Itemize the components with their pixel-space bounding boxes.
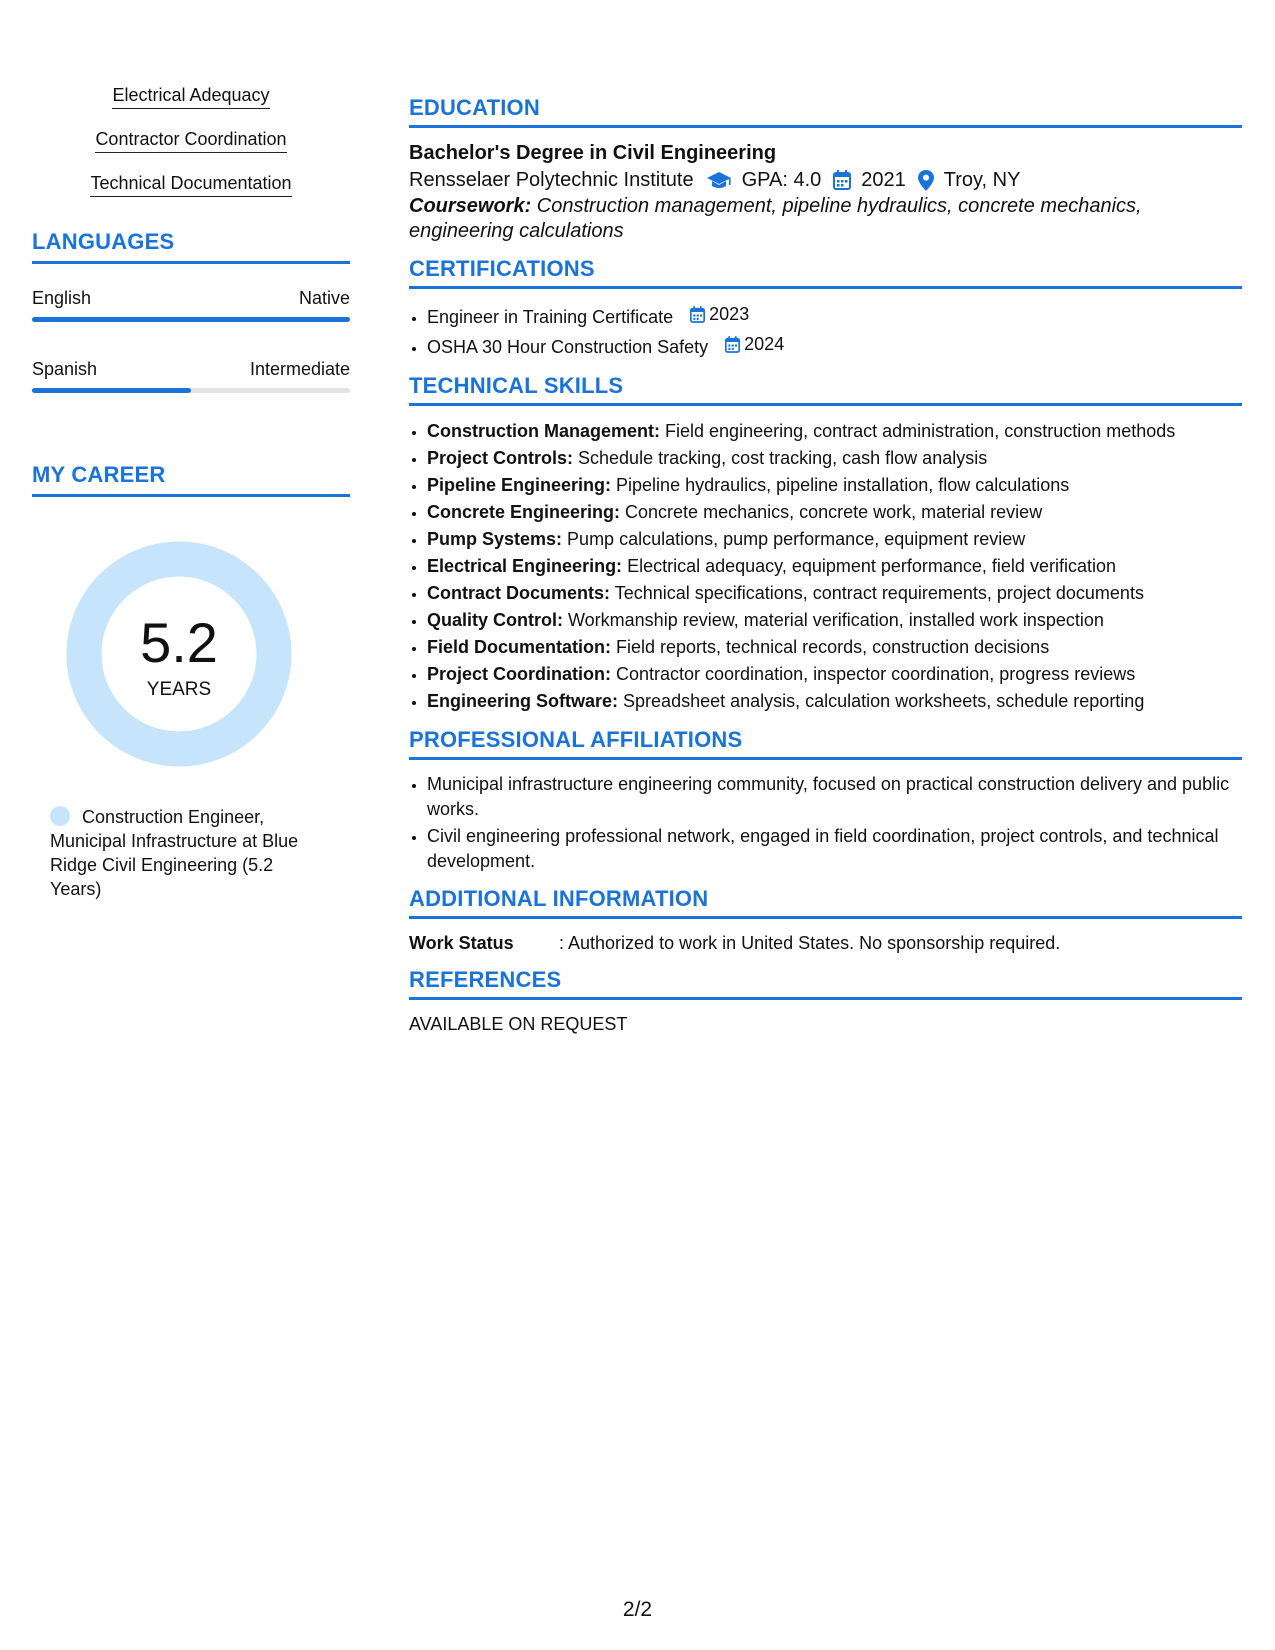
list-item: [427, 607, 1242, 634]
language-proficiency-fill: [32, 388, 191, 393]
education-section: [409, 95, 1242, 244]
skill-label: Contract Documents:: [427, 583, 611, 603]
list-item: [427, 634, 1242, 661]
skill-text: Schedule tracking, cost tracking, cash flow analysis: [573, 448, 988, 468]
affiliations-heading: PROFESSIONAL AFFILIATIONS: [409, 727, 1242, 760]
skill-text: Field reports, technical records, construction decisions: [611, 637, 1050, 657]
career-legend-text: Construction Engineer, Municipal Infrastructure at Blue Ridge Civil Engineering (5.2 Years): [50, 807, 299, 899]
education-meta: [409, 166, 1242, 194]
list-item: [427, 688, 1242, 715]
degree-title: Bachelor's Degree in Civil Engineering: [409, 142, 777, 164]
skill-text: Concrete mechanics, concrete work, material review: [620, 502, 1043, 522]
references-text: AVAILABLE ON REQUEST: [409, 1014, 628, 1034]
language-row: [32, 287, 350, 309]
work-status-value: : Authorized to work in United States. No sponsorship required.: [559, 933, 1061, 953]
work-status-label: Work Status: [409, 933, 514, 953]
certifications-list: [409, 301, 1242, 361]
calendar-icon: [690, 306, 705, 323]
strength-item: Contractor Coordination: [95, 128, 286, 153]
career-heading: MY CAREER: [32, 462, 350, 497]
skill-text: Electrical adequacy, equipment performance, field verification: [622, 556, 1116, 576]
list-item: [427, 526, 1242, 553]
career-years-unit: YEARS: [146, 679, 212, 700]
calendar-icon: [833, 170, 851, 190]
skill-label: Project Coordination:: [427, 664, 611, 684]
career-total-years: 5.2: [140, 611, 218, 674]
graduation-year: 2021: [861, 169, 906, 191]
references-heading: REFERENCES: [409, 967, 1242, 1000]
right-column: [409, 95, 1242, 1048]
skill-label: Project Controls:: [427, 448, 574, 468]
certification-year: 2023: [709, 304, 750, 324]
strength-item: Electrical Adequacy: [112, 84, 269, 109]
skills-list: [409, 418, 1242, 715]
affiliations-section: [409, 727, 1242, 874]
career-donut-chart: [66, 541, 292, 767]
skill-text: Pipeline hydraulics, pipeline installation, flow calculations: [611, 475, 1070, 495]
affiliations-list: [409, 772, 1242, 874]
skill-label: Concrete Engineering:: [427, 502, 621, 522]
languages-list: [32, 287, 350, 393]
language-level: Native: [298, 288, 350, 308]
left-column: [32, 84, 350, 901]
list-item: [427, 499, 1242, 526]
skill-text: Pump calculations, pump performance, equipment review: [562, 529, 1026, 549]
coursework-text: Construction management, pipeline hydraulics, concrete mechanics, engineering calculations: [409, 195, 1142, 242]
language-proficiency-bar: [32, 388, 350, 393]
legend-dot-icon: [50, 806, 70, 826]
language-row: [32, 358, 350, 380]
skill-text: Technical specifications, contract requirements, project documents: [610, 583, 1144, 603]
skill-label: Pump Systems:: [427, 529, 563, 549]
skill-label: Quality Control:: [427, 610, 563, 630]
list-item: • Municipal infrastructure engineering community, focused on practical construction delivery and public works.: [427, 772, 1242, 822]
strengths-list: [32, 84, 350, 197]
certifications-heading: CERTIFICATIONS: [409, 256, 1242, 289]
skill-label: Construction Management:: [427, 421, 661, 441]
list-item: [427, 661, 1242, 688]
certification-name: Engineer in Training Certificate: [427, 307, 674, 327]
calendar-icon: [725, 336, 740, 353]
language-name: English: [32, 288, 92, 308]
languages-heading: LANGUAGES: [32, 229, 350, 264]
certification-year: 2024: [744, 334, 785, 354]
certification-date: [725, 331, 784, 358]
skill-text: Workmanship review, material verification, installed work inspection: [563, 610, 1104, 630]
additional-info-section: [409, 886, 1242, 955]
coursework: [409, 194, 1242, 244]
work-status-row: [409, 931, 1242, 955]
additional-info-heading: ADDITIONAL INFORMATION: [409, 886, 1242, 919]
certification-name: OSHA 30 Hour Construction Safety: [427, 337, 709, 357]
list-item: [427, 301, 1242, 331]
skill-label: Pipeline Engineering:: [427, 475, 612, 495]
career-legend: [50, 805, 320, 901]
skill-label: Field Documentation:: [427, 637, 611, 657]
list-item: [427, 331, 1242, 361]
school-location: Troy, NY: [943, 169, 1021, 191]
language-proficiency-fill: [32, 317, 350, 322]
list-item: [427, 472, 1242, 499]
skill-text: Field engineering, contract administration, construction methods: [660, 421, 1176, 441]
strength-item: Technical Documentation: [90, 172, 291, 197]
list-item: [427, 445, 1242, 472]
coursework-label: Coursework:: [409, 195, 532, 217]
education-heading: EDUCATION: [409, 95, 1242, 128]
certification-date: [690, 301, 749, 328]
skill-text: Contractor coordination, inspector coordination, progress reviews: [611, 664, 1136, 684]
graduation-cap-icon: [706, 170, 732, 190]
list-item: [427, 553, 1242, 580]
school-name: Rensselaer Polytechnic Institute: [409, 169, 694, 191]
location-pin-icon: [918, 170, 934, 191]
skill-text: Spreadsheet analysis, calculation worksheets, schedule reporting: [618, 691, 1145, 711]
references-section: [409, 967, 1242, 1036]
skill-label: Engineering Software:: [427, 691, 619, 711]
list-item: [427, 418, 1242, 445]
language-name: Spanish: [32, 359, 98, 379]
certifications-section: [409, 256, 1242, 361]
skills-section: [409, 373, 1242, 715]
gpa: GPA: 4.0: [741, 169, 822, 191]
skill-label: Electrical Engineering:: [427, 556, 623, 576]
language-proficiency-bar: [32, 317, 350, 322]
page-number: 2/2: [622, 1598, 653, 1621]
language-level: Intermediate: [249, 359, 350, 379]
list-item: [427, 580, 1242, 607]
skills-heading: TECHNICAL SKILLS: [409, 373, 1242, 406]
list-item: • Civil engineering professional network, engaged in field coordination, project controls, and technical development.: [427, 824, 1242, 874]
